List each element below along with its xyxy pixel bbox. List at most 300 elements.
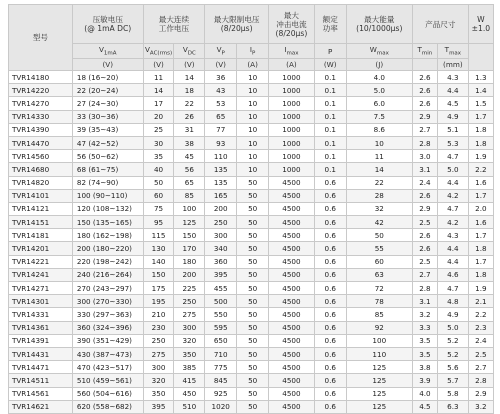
cell-vdc: 170: [174, 242, 205, 255]
cell-vdc: 45: [174, 150, 205, 163]
cell-ip: 50: [237, 229, 269, 242]
cell-ip: 50: [237, 202, 269, 215]
symbol-wmax: $W_{max}$: [346, 44, 412, 59]
header-rated-power: 额定 功率: [314, 5, 346, 44]
cell-energy: 4.0: [346, 71, 412, 84]
cell-tmin: 3.3: [412, 321, 437, 334]
cell-vp: 550: [205, 308, 237, 321]
cell-varistor-voltage: 56 (50~62): [72, 150, 143, 163]
cell-model: TVR14330: [9, 110, 73, 123]
cell-energy: 10: [346, 136, 412, 149]
cell-imax: 4500: [269, 321, 315, 334]
cell-tmax: 6.3: [437, 400, 468, 413]
cell-tmax: 5.8: [437, 387, 468, 400]
cell-vp: 36: [205, 71, 237, 84]
cell-vdc: 26: [174, 110, 205, 123]
cell-vac: 20: [143, 110, 174, 123]
table-row: [9, 97, 494, 110]
table-row: [9, 321, 494, 334]
cell-varistor-voltage: 270 (243~297): [72, 282, 143, 295]
cell-model: TVR14361: [9, 321, 73, 334]
cell-vp: 455: [205, 282, 237, 295]
cell-vdc: 415: [174, 374, 205, 387]
cell-imax: 4500: [269, 189, 315, 202]
cell-vp: 340: [205, 242, 237, 255]
cell-power: 0.1: [314, 150, 346, 163]
cell-imax: 4500: [269, 308, 315, 321]
table-row: [9, 242, 494, 255]
symbol-vdc: $V_{DC}$: [174, 44, 205, 59]
cell-energy: 11: [346, 150, 412, 163]
cell-imax: 4500: [269, 268, 315, 281]
unit-vp: (V): [205, 59, 237, 71]
cell-vdc: 200: [174, 268, 205, 281]
cell-power: 0.6: [314, 268, 346, 281]
cell-tmax: 5.1: [437, 123, 468, 136]
cell-tmin: 2.5: [412, 216, 437, 229]
cell-vac: 40: [143, 163, 174, 176]
cell-power: 0.6: [314, 176, 346, 189]
cell-power: 0.1: [314, 110, 346, 123]
cell-w: 1.6: [468, 176, 493, 189]
cell-model: TVR14220: [9, 84, 73, 97]
cell-vp: 360: [205, 255, 237, 268]
cell-varistor-voltage: 390 (351~429): [72, 334, 143, 347]
header-varistor-voltage: 压敏电压 (@ 1mA DC): [72, 5, 143, 44]
table-row: [9, 189, 494, 202]
cell-tmax: 4.3: [437, 229, 468, 242]
cell-vp: 110: [205, 150, 237, 163]
cell-ip: 50: [237, 334, 269, 347]
table-row: [9, 295, 494, 308]
cell-model: TVR14201: [9, 242, 73, 255]
unit-imax: (A): [269, 59, 315, 71]
cell-varistor-voltage: 560 (504~616): [72, 387, 143, 400]
cell-tmin: 2.6: [412, 84, 437, 97]
cell-vp: 650: [205, 334, 237, 347]
cell-vdc: 22: [174, 97, 205, 110]
cell-energy: 72: [346, 282, 412, 295]
table-row: [9, 84, 494, 97]
cell-vp: 135: [205, 163, 237, 176]
cell-vp: 710: [205, 347, 237, 360]
cell-imax: 1000: [269, 150, 315, 163]
cell-ip: 10: [237, 150, 269, 163]
cell-ip: 50: [237, 347, 269, 360]
cell-varistor-voltage: 330 (297~363): [72, 308, 143, 321]
cell-tmin: 4.0: [412, 387, 437, 400]
cell-tmax: 4.7: [437, 282, 468, 295]
cell-imax: 1000: [269, 123, 315, 136]
cell-vac: 25: [143, 123, 174, 136]
cell-vdc: 56: [174, 163, 205, 176]
cell-tmax: 5.2: [437, 334, 468, 347]
cell-vdc: 85: [174, 189, 205, 202]
cell-tmin: 3.8: [412, 361, 437, 374]
cell-varistor-voltage: 620 (558~682): [72, 400, 143, 413]
cell-imax: 4500: [269, 282, 315, 295]
cell-w: 2.5: [468, 347, 493, 360]
cell-power: 0.6: [314, 400, 346, 413]
cell-vp: 165: [205, 189, 237, 202]
table-row: [9, 71, 494, 84]
cell-power: 0.1: [314, 71, 346, 84]
cell-varistor-voltage: 18 (16~20): [72, 71, 143, 84]
cell-vp: 53: [205, 97, 237, 110]
cell-vp: 250: [205, 216, 237, 229]
cell-varistor-voltage: 27 (24~30): [72, 97, 143, 110]
cell-energy: 42: [346, 216, 412, 229]
cell-imax: 4500: [269, 295, 315, 308]
cell-tmin: 4.5: [412, 400, 437, 413]
cell-model: TVR14151: [9, 216, 73, 229]
symbol-vp: $V_P$: [205, 44, 237, 59]
cell-model: TVR14301: [9, 295, 73, 308]
unit-mm: (mm): [437, 59, 468, 71]
cell-w: 1.7: [468, 110, 493, 123]
symbol-ip: $I_P$: [237, 44, 269, 59]
cell-ip: 50: [237, 176, 269, 189]
unit-empty: [412, 59, 437, 71]
cell-ip: 50: [237, 242, 269, 255]
cell-ip: 50: [237, 361, 269, 374]
cell-energy: 125: [346, 400, 412, 413]
cell-tmin: 3.0: [412, 150, 437, 163]
cell-tmin: 3.5: [412, 334, 437, 347]
header-max-surge-current: 最大 冲击电流 (8/20μs): [269, 5, 315, 44]
cell-energy: 14: [346, 163, 412, 176]
cell-tmax: 4.4: [437, 242, 468, 255]
cell-vp: 845: [205, 374, 237, 387]
cell-tmin: 2.6: [412, 189, 437, 202]
cell-vp: 1020: [205, 400, 237, 413]
cell-imax: 4500: [269, 387, 315, 400]
table-row: [9, 400, 494, 413]
cell-tmax: 4.7: [437, 150, 468, 163]
cell-tmin: 2.8: [412, 282, 437, 295]
cell-varistor-voltage: 120 (108~132): [72, 202, 143, 215]
cell-energy: 22: [346, 176, 412, 189]
cell-imax: 4500: [269, 216, 315, 229]
cell-power: 0.6: [314, 308, 346, 321]
cell-energy: 125: [346, 387, 412, 400]
cell-ip: 50: [237, 268, 269, 281]
cell-ip: 10: [237, 71, 269, 84]
cell-vdc: 31: [174, 123, 205, 136]
cell-ip: 50: [237, 189, 269, 202]
table-row: [9, 282, 494, 295]
table-row: [9, 334, 494, 347]
cell-imax: 4500: [269, 347, 315, 360]
cell-w: 2.1: [468, 295, 493, 308]
cell-vac: 350: [143, 387, 174, 400]
table-row: [9, 163, 494, 176]
cell-w: 2.9: [468, 387, 493, 400]
cell-tmax: 4.4: [437, 255, 468, 268]
unit-wmax: (J): [346, 59, 412, 71]
cell-imax: 4500: [269, 361, 315, 374]
cell-vac: 150: [143, 268, 174, 281]
cell-power: 0.6: [314, 334, 346, 347]
cell-tmax: 4.7: [437, 202, 468, 215]
cell-model: TVR14391: [9, 334, 73, 347]
cell-vac: 17: [143, 97, 174, 110]
symbol-p: P: [314, 44, 346, 59]
cell-energy: 85: [346, 308, 412, 321]
cell-ip: 10: [237, 110, 269, 123]
cell-varistor-voltage: 180 (162~198): [72, 229, 143, 242]
cell-varistor-voltage: 300 (270~330): [72, 295, 143, 308]
cell-vp: 77: [205, 123, 237, 136]
cell-power: 0.6: [314, 229, 346, 242]
cell-tmax: 5.0: [437, 163, 468, 176]
cell-model: TVR14511: [9, 374, 73, 387]
cell-imax: 1000: [269, 84, 315, 97]
cell-energy: 32: [346, 202, 412, 215]
cell-vdc: 225: [174, 282, 205, 295]
cell-vac: 320: [143, 374, 174, 387]
cell-vp: 65: [205, 110, 237, 123]
cell-vac: 35: [143, 150, 174, 163]
varistor-spec-table: [8, 4, 494, 414]
cell-varistor-voltage: 33 (30~36): [72, 110, 143, 123]
symbol-imax: $I_{max}$: [269, 44, 315, 59]
cell-vac: 130: [143, 242, 174, 255]
cell-imax: 1000: [269, 163, 315, 176]
cell-tmin: 2.6: [412, 97, 437, 110]
cell-varistor-voltage: 220 (198~242): [72, 255, 143, 268]
cell-vp: 775: [205, 361, 237, 374]
cell-power: 0.6: [314, 347, 346, 360]
cell-vp: 200: [205, 202, 237, 215]
cell-power: 0.6: [314, 387, 346, 400]
cell-tmin: 2.5: [412, 255, 437, 268]
cell-model: TVR14221: [9, 255, 73, 268]
cell-w: 2.7: [468, 361, 493, 374]
cell-imax: 4500: [269, 255, 315, 268]
cell-model: TVR14121: [9, 202, 73, 215]
cell-imax: 4500: [269, 334, 315, 347]
cell-ip: 50: [237, 374, 269, 387]
cell-model: TVR14470: [9, 136, 73, 149]
cell-vp: 93: [205, 136, 237, 149]
cell-tmax: 5.0: [437, 321, 468, 334]
header-w-tolerance: W ±1.0: [468, 5, 493, 44]
cell-w: 1.7: [468, 189, 493, 202]
cell-vp: 500: [205, 295, 237, 308]
cell-power: 0.6: [314, 255, 346, 268]
cell-tmin: 2.8: [412, 136, 437, 149]
header-max-energy: 最大能量 (10/1000μs): [346, 5, 412, 44]
cell-w: 2.4: [468, 334, 493, 347]
cell-varistor-voltage: 240 (216~264): [72, 268, 143, 281]
cell-power: 0.1: [314, 163, 346, 176]
cell-tmax: 5.2: [437, 347, 468, 360]
cell-model: TVR14270: [9, 97, 73, 110]
cell-power: 0.1: [314, 84, 346, 97]
cell-vdc: 65: [174, 176, 205, 189]
cell-ip: 10: [237, 84, 269, 97]
cell-power: 0.6: [314, 216, 346, 229]
cell-w: 1.8: [468, 242, 493, 255]
cell-vac: 210: [143, 308, 174, 321]
cell-power: 0.6: [314, 189, 346, 202]
table-row: [9, 268, 494, 281]
table-row: [9, 361, 494, 374]
cell-varistor-voltage: 68 (61~75): [72, 163, 143, 176]
cell-energy: 125: [346, 361, 412, 374]
cell-vdc: 250: [174, 295, 205, 308]
cell-imax: 1000: [269, 110, 315, 123]
cell-tmin: 2.6: [412, 71, 437, 84]
table-row: [9, 308, 494, 321]
cell-w: 1.9: [468, 282, 493, 295]
cell-ip: 10: [237, 123, 269, 136]
cell-varistor-voltage: 360 (324~396): [72, 321, 143, 334]
cell-power: 0.6: [314, 242, 346, 255]
cell-model: TVR14331: [9, 308, 73, 321]
cell-varistor-voltage: 430 (387~473): [72, 347, 143, 360]
cell-ip: 50: [237, 216, 269, 229]
cell-tmax: 4.4: [437, 84, 468, 97]
cell-model: TVR14181: [9, 229, 73, 242]
cell-tmin: 2.6: [412, 242, 437, 255]
cell-vac: 75: [143, 202, 174, 215]
cell-power: 0.6: [314, 321, 346, 334]
cell-model: TVR14471: [9, 361, 73, 374]
cell-model: TVR14180: [9, 71, 73, 84]
cell-w: 1.7: [468, 255, 493, 268]
cell-w: 2.2: [468, 308, 493, 321]
symbol-vac: $V_{AC(rms)}$: [144, 45, 173, 57]
cell-energy: 28: [346, 189, 412, 202]
cell-energy: 78: [346, 295, 412, 308]
cell-w: 1.3: [468, 71, 493, 84]
cell-tmin: 3.9: [412, 374, 437, 387]
cell-energy: 8.6: [346, 123, 412, 136]
cell-w: 1.9: [468, 150, 493, 163]
table-row: [9, 176, 494, 189]
cell-tmax: 5.6: [437, 361, 468, 374]
cell-energy: 50: [346, 229, 412, 242]
cell-model: TVR14820: [9, 176, 73, 189]
cell-model: TVR14271: [9, 282, 73, 295]
cell-imax: 4500: [269, 229, 315, 242]
cell-w: 1.5: [468, 97, 493, 110]
header-model: 型号: [9, 5, 73, 71]
cell-vac: 30: [143, 136, 174, 149]
table-row: [9, 387, 494, 400]
cell-vdc: 300: [174, 321, 205, 334]
cell-w: 1.4: [468, 84, 493, 97]
cell-vdc: 14: [174, 71, 205, 84]
cell-vac: 230: [143, 321, 174, 334]
cell-tmin: 2.9: [412, 202, 437, 215]
cell-w: 2.0: [468, 202, 493, 215]
cell-power: 0.6: [314, 295, 346, 308]
cell-tmax: 4.5: [437, 97, 468, 110]
cell-model: TVR14101: [9, 189, 73, 202]
cell-vac: 115: [143, 229, 174, 242]
cell-model: TVR14431: [9, 347, 73, 360]
cell-varistor-voltage: 510 (459~561): [72, 374, 143, 387]
cell-model: TVR14621: [9, 400, 73, 413]
cell-model: TVR14241: [9, 268, 73, 281]
table-body: [9, 71, 494, 414]
cell-vdc: 510: [174, 400, 205, 413]
table-row: [9, 123, 494, 136]
cell-vdc: 450: [174, 387, 205, 400]
cell-energy: 100: [346, 334, 412, 347]
cell-w: 2.3: [468, 321, 493, 334]
cell-tmin: 2.9: [412, 110, 437, 123]
cell-w: 2.8: [468, 374, 493, 387]
table-row: [9, 229, 494, 242]
cell-vdc: 125: [174, 216, 205, 229]
symbol-v1ma: $V_{1mA}$: [72, 44, 143, 59]
cell-energy: 55: [346, 242, 412, 255]
cell-w: 1.8: [468, 123, 493, 136]
cell-tmax: 4.2: [437, 189, 468, 202]
cell-tmin: 3.1: [412, 163, 437, 176]
cell-power: 0.1: [314, 136, 346, 149]
cell-energy: 63: [346, 268, 412, 281]
table-row: [9, 136, 494, 149]
cell-tmax: 5.7: [437, 374, 468, 387]
symbol-tmax: $T_{max}$: [437, 44, 468, 59]
cell-power: 0.6: [314, 374, 346, 387]
cell-ip: 50: [237, 255, 269, 268]
cell-tmax: 4.2: [437, 216, 468, 229]
symbol-tmin: $T_{min}$: [412, 44, 437, 59]
cell-tmin: 2.4: [412, 176, 437, 189]
cell-imax: 4500: [269, 400, 315, 413]
cell-energy: 6.0: [346, 97, 412, 110]
header-dimensions: 产品尺寸: [412, 5, 468, 44]
cell-power: 0.6: [314, 282, 346, 295]
cell-vac: 95: [143, 216, 174, 229]
cell-vac: 175: [143, 282, 174, 295]
cell-vp: 595: [205, 321, 237, 334]
spec-table-page: [8, 4, 494, 414]
cell-vac: 50: [143, 176, 174, 189]
cell-tmin: 3.1: [412, 295, 437, 308]
cell-w: 3.2: [468, 400, 493, 413]
cell-vac: 395: [143, 400, 174, 413]
cell-ip: 50: [237, 321, 269, 334]
cell-varistor-voltage: 100 (90~110): [72, 189, 143, 202]
table-row: [9, 202, 494, 215]
cell-vp: 43: [205, 84, 237, 97]
cell-varistor-voltage: 47 (42~52): [72, 136, 143, 149]
cell-model: TVR14390: [9, 123, 73, 136]
cell-imax: 1000: [269, 136, 315, 149]
cell-imax: 1000: [269, 71, 315, 84]
cell-ip: 50: [237, 295, 269, 308]
cell-tmin: 3.2: [412, 308, 437, 321]
table-header: [9, 5, 494, 71]
cell-tmax: 4.9: [437, 110, 468, 123]
unit-vac: (V): [143, 59, 174, 71]
cell-ip: 50: [237, 308, 269, 321]
header-max-clamp-voltage: 最大限制电压 (8/20μs): [205, 5, 269, 44]
unit-ip: (A): [237, 59, 269, 71]
cell-vac: 300: [143, 361, 174, 374]
cell-tmax: 4.9: [437, 308, 468, 321]
cell-energy: 5.0: [346, 84, 412, 97]
cell-vdc: 100: [174, 202, 205, 215]
cell-imax: 4500: [269, 242, 315, 255]
